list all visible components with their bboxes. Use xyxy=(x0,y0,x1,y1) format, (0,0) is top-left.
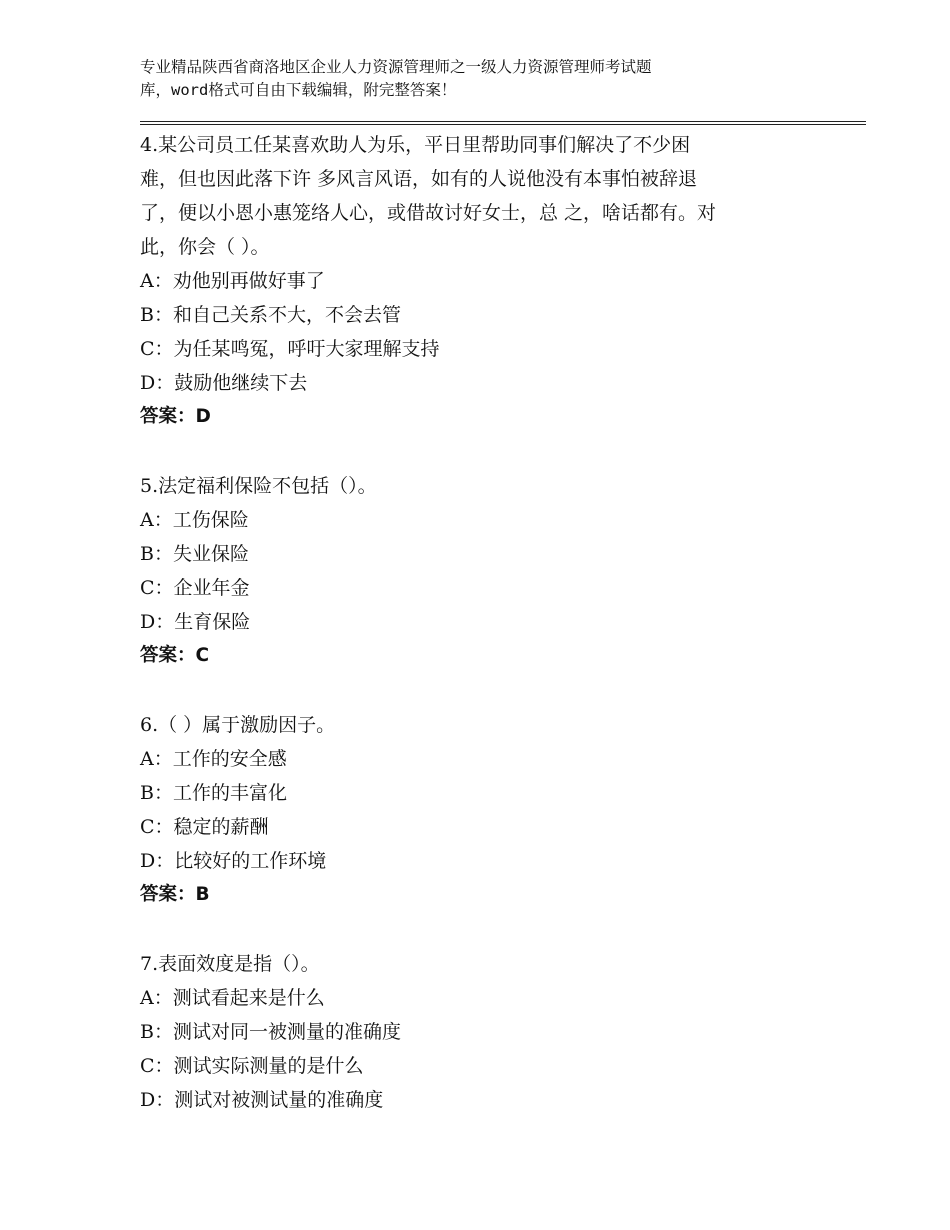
option-b: B：失业保险 xyxy=(140,543,249,565)
question-stem-line: 此，你会（ ）。 xyxy=(140,236,270,258)
question-stem-line: 了，便以小恩小惠笼络人心，或借故讨好女士，总 之，啥话都有。对 xyxy=(140,202,717,224)
question-stem-line: 4.某公司员工任某喜欢助人为乐，平日里帮助同事们解决了不少困 xyxy=(140,134,691,156)
option-a: A：劝他别再做好事了 xyxy=(140,270,325,292)
option-d: D：比较好的工作环境 xyxy=(140,850,327,872)
question-4 xyxy=(140,128,840,434)
question-spacer xyxy=(140,434,840,469)
document-header xyxy=(140,56,780,102)
option-d: D：测试对被测试量的准确度 xyxy=(140,1089,384,1111)
option-b: B：工作的丰富化 xyxy=(140,782,287,804)
option-d: D：鼓励他继续下去 xyxy=(140,372,308,394)
option-c: C：为任某鸣冤，呼吁大家理解支持 xyxy=(140,338,440,360)
question-5 xyxy=(140,469,840,673)
header-line-1: 专业精品陕西省商洛地区企业人力资源管理师之一级人力资源管理师考试题 xyxy=(140,58,652,76)
header-divider-top xyxy=(140,121,866,122)
question-spacer xyxy=(140,673,840,708)
option-a: A：工伤保险 xyxy=(140,509,249,531)
header-divider-bottom xyxy=(140,124,866,125)
question-stem-line: 5.法定福利保险不包括（）。 xyxy=(140,475,377,497)
question-stem-line: 难，但也因此落下许 多风言风语，如有的人说他没有本事怕被辞退 xyxy=(140,168,698,190)
option-a: A：工作的安全感 xyxy=(140,748,287,770)
option-c: C：企业年金 xyxy=(140,577,250,599)
question-7 xyxy=(140,947,840,1117)
question-stem-line: 7.表面效度是指（）。 xyxy=(140,953,320,975)
question-6 xyxy=(140,708,840,912)
option-b: B：和自己关系不大，不会去管 xyxy=(140,304,401,326)
header-line-2: 库，word格式可自由下载编辑，附完整答案！ xyxy=(140,81,457,99)
answer-label: 答案：B xyxy=(140,884,210,905)
question-list xyxy=(140,128,840,1117)
option-a: A：测试看起来是什么 xyxy=(140,987,325,1009)
option-c: C：测试实际测量的是什么 xyxy=(140,1055,364,1077)
question-stem-line: 6.（ ）属于激励因子。 xyxy=(140,714,336,736)
answer-label: 答案：C xyxy=(140,645,210,666)
answer-label: 答案：D xyxy=(140,406,211,427)
option-d: D：生育保险 xyxy=(140,611,251,633)
option-b: B：测试对同一被测量的准确度 xyxy=(140,1021,401,1043)
option-c: C：稳定的薪酬 xyxy=(140,816,269,838)
question-spacer xyxy=(140,912,840,947)
